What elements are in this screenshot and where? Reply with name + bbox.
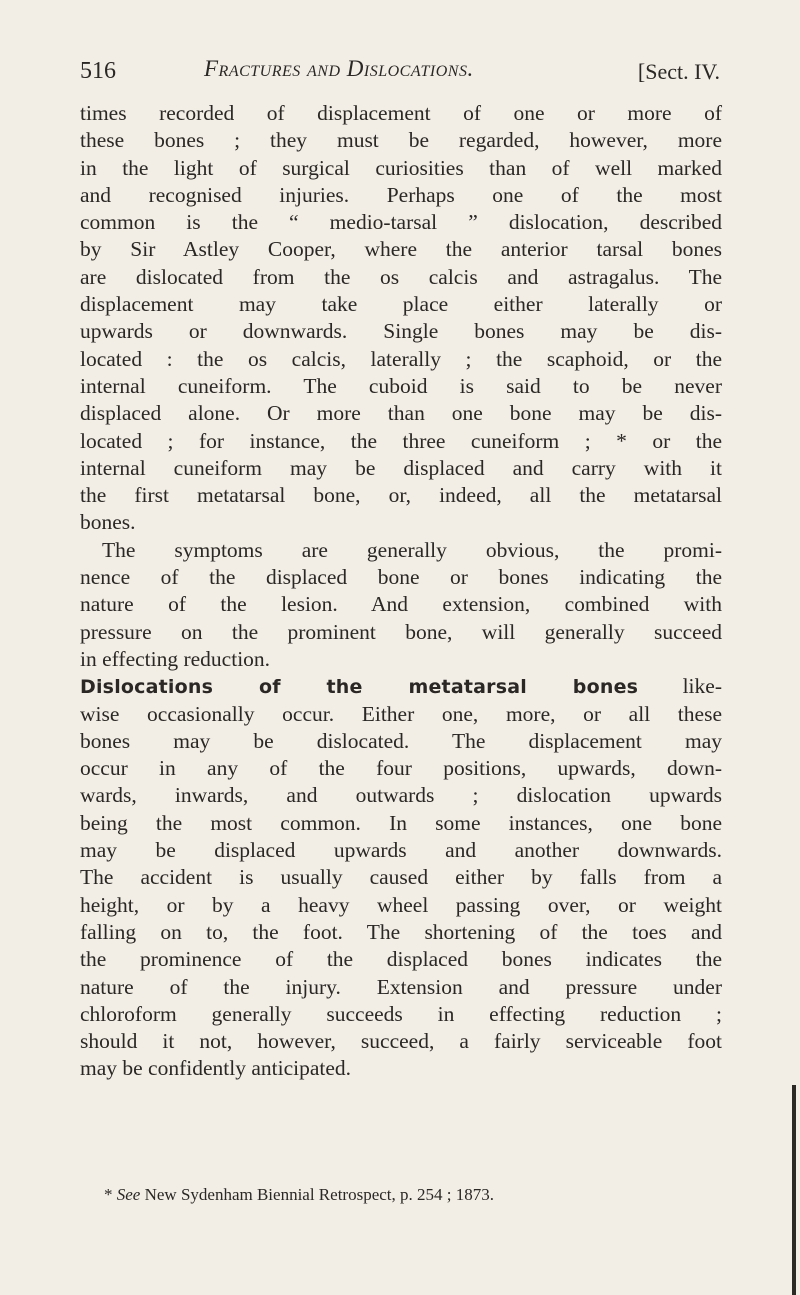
text-line: wards, inwards, and outwards ; dislocation upwards [80, 783, 722, 808]
text-line: falling on to, the foot. The shortening of the toes and [80, 919, 722, 944]
text-line: the prominence of the displaced bones indicates the [80, 947, 722, 972]
running-header [80, 52, 720, 88]
footnote [104, 1185, 494, 1205]
text-line: in the light of surgical curiosities than of well marked [80, 155, 722, 180]
footnote-text: New Sydenham Biennial Retrospect, p. 254 ; 1873. [144, 1185, 494, 1204]
text-line: nence of the displaced bone or bones indicating the [80, 565, 722, 590]
run-in-heading: Dislocations of the metatarsal bones [80, 676, 639, 699]
text-line: pressure on the prominent bone, will generally succeed [80, 619, 722, 644]
text-line: and recognised injuries. Perhaps one of the most [80, 182, 722, 207]
text-line: nature of the injury. Extension and pressure under [80, 974, 722, 999]
text-line: occur in any of the four positions, upwards, down- [80, 756, 722, 781]
text-line: internal cuneiform may be displaced and carry with it [80, 455, 722, 480]
text-line: bones may be dislocated. The displacement may [80, 728, 722, 753]
text-line: The symptoms are generally obvious, the promi- [102, 537, 722, 562]
text-line: bones. [80, 510, 136, 535]
footnote-marker: * [104, 1185, 113, 1204]
text-line: wise occasionally occur. Either one, more, or all these [80, 701, 722, 726]
text-line: may be displaced upwards and another downwards. [80, 838, 722, 863]
text-line: located ; for instance, the three cuneiform ; * or the [80, 428, 722, 453]
heading-line [80, 673, 722, 700]
text-line: may be confidently anticipated. [80, 1056, 352, 1081]
text-line: common is the “ medio-tarsal ” dislocation, described [80, 210, 722, 235]
text-line: upwards or downwards. Single bones may be dis- [80, 319, 722, 344]
text-line: in effecting reduction. [80, 646, 271, 671]
text-line: times recorded of displacement of one or more of [80, 101, 722, 125]
text-line: should it not, however, succeed, a fairly serviceable foot [80, 1029, 722, 1054]
text-line: displaced alone. Or more than one bone may be dis- [80, 401, 722, 426]
body-text [80, 100, 722, 1083]
footnote-see: See [116, 1185, 141, 1204]
page-number: 516 [80, 58, 116, 84]
text-line: chloroform generally succeeds in effecting reduction ; [80, 1001, 722, 1026]
section-label: [Sect. IV. [637, 59, 720, 84]
text-line: are dislocated from the os calcis and astragalus. The [80, 264, 722, 289]
text-line: displacement may take place either laterally or [80, 292, 722, 317]
text-line: located : the os calcis, laterally ; the scaphoid, or the [80, 346, 722, 371]
page-edge-mark [792, 1085, 796, 1295]
text-line: by Sir Astley Cooper, where the anterior tarsal bones [80, 237, 722, 262]
text-line: being the most common. In some instances, one bone [80, 810, 722, 835]
heading-line-rest: like- [638, 674, 722, 699]
text-line: nature of the lesion. And extension, combined with [80, 592, 722, 617]
text-line: these bones ; they must be regarded, however, more [80, 128, 722, 153]
text-line: the first metatarsal bone, or, indeed, all the metatarsal [80, 483, 722, 508]
text-line: The accident is usually caused either by falls from a [80, 865, 722, 890]
running-title: Fractures and Dislocations. [204, 56, 474, 81]
text-line: height, or by a heavy wheel passing over, or weight [80, 892, 722, 917]
text-line: internal cuneiform. The cuboid is said to be never [80, 373, 722, 398]
